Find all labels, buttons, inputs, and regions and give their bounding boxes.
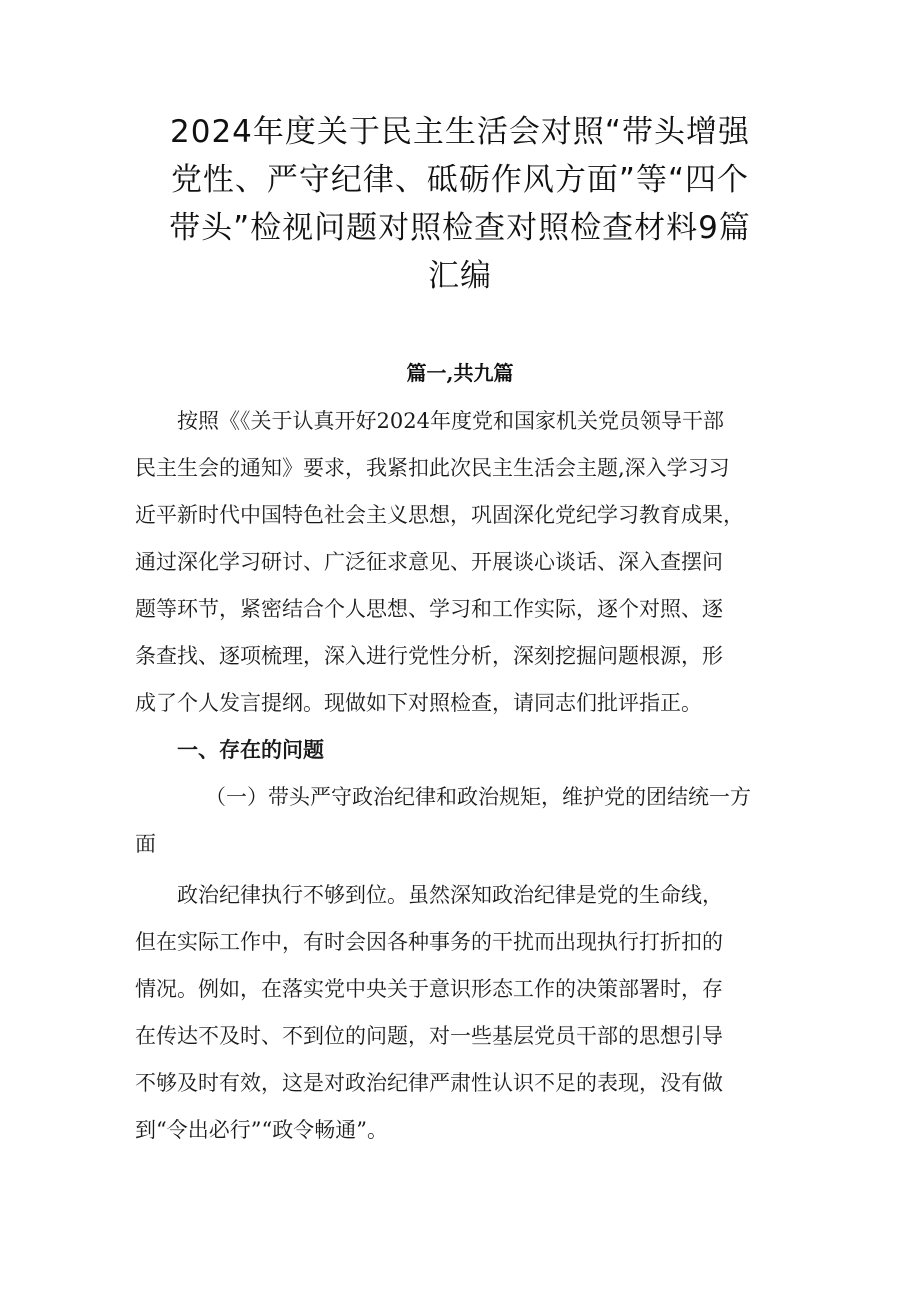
text-line: 政治纪律执行不够到位。虽然深知政治纪律是党的生命线， [177,883,723,907]
subsection-heading [135,774,795,868]
text-line: 到“令出必行”“政令畅通”。 [135,1118,388,1142]
text-line: 题等环节，紧密结合个人思想、学习和工作实际，逐个对照、逐 [135,597,723,621]
text-line: 不够及时有效，这是对政治纪律严肃性认识不足的表现，没有做 [135,1071,723,1095]
text-line: （一）带头严守政治纪律和政治规矩，维护党的团结统一方 [205,785,751,809]
text-line: 成了个人发言提纲。现做如下对照检查，请同志们批评指正。 [135,691,702,715]
text-line: 通过深化学习研讨、广泛征求意见、开展谈心谈话、深入查摆问 [135,550,723,574]
title-line: 2024年度关于民主生活会对照“带头增强 [170,114,750,150]
title-line: 党性、严守纪律、砥砺作风方面”等“四个 [170,162,750,198]
intro-paragraph [135,398,795,727]
title-line: 带头”检视问题对照检查对照检查材料9篇 [169,210,751,246]
text-line: 情况。例如，在落实党中央关于意识形态工作的决策部署时，存 [135,977,723,1001]
document-title [110,108,810,300]
text-line: 按照《《关于认真开好2024年度党和国家机关党员领导干部 [177,409,724,433]
title-line: 汇编 [428,258,492,294]
body-paragraph [135,872,795,1154]
text-line: 近平新时代中国特色社会主义思想，巩固深化党纪学习教育成果， [135,503,744,527]
document-body [135,398,795,1154]
text-line: 在传达不及时、不到位的问题，对一些基层党员干部的思想引导 [135,1024,723,1048]
text-line: 民主生会的通知》要求，我紧扣此次民主生活会主题,深入学习习 [135,456,730,480]
text-line: 面 [135,832,156,856]
text-line: 条查找、逐项梳理，深入进行党性分析，深刻挖掘问题根源，形 [135,644,723,668]
document-subtitle: 篇一,共九篇 [406,361,514,385]
section-heading: 一、存在的问题 [177,738,324,762]
text-line: 但在实际工作中，有时会因各种事务的干扰而出现执行打折扣的 [135,930,723,954]
